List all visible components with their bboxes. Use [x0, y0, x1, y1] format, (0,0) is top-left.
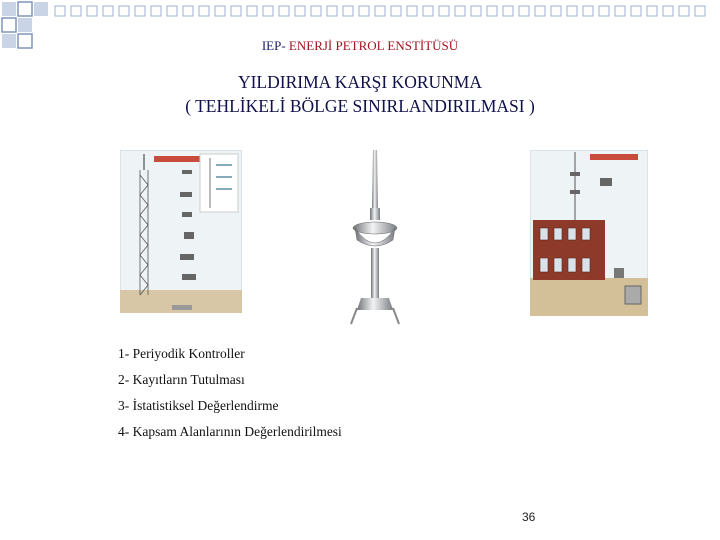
building-installation-diagram-image [530, 150, 648, 316]
page-number: 36 [522, 510, 536, 524]
title-line-1: YILDIRIMA KARŞI KORUNMA [237, 72, 483, 92]
header-prefix: IEP- [261, 38, 289, 53]
list-item: 4- Kapsam Alanlarının Değerlendirilmesi [118, 424, 342, 439]
title-line-2: ( TEHLİKELİ BÖLGE SINIRLANDIRILMASI ) [185, 96, 535, 116]
header-brand: ENERJİ PETROL ENSTİTÜSÜ [288, 38, 459, 53]
tower-installation-diagram-image [120, 150, 242, 313]
list-item: 1- Periyodik Kontroller [118, 346, 245, 361]
lightning-rod-photo [345, 148, 405, 326]
slide-title [0, 70, 720, 118]
slide-header [0, 38, 720, 54]
topics-list [118, 345, 342, 449]
list-item: 3- İstatistiksel Değerlendirme [118, 398, 279, 413]
list-item: 2- Kayıtların Tutulması [118, 372, 245, 387]
